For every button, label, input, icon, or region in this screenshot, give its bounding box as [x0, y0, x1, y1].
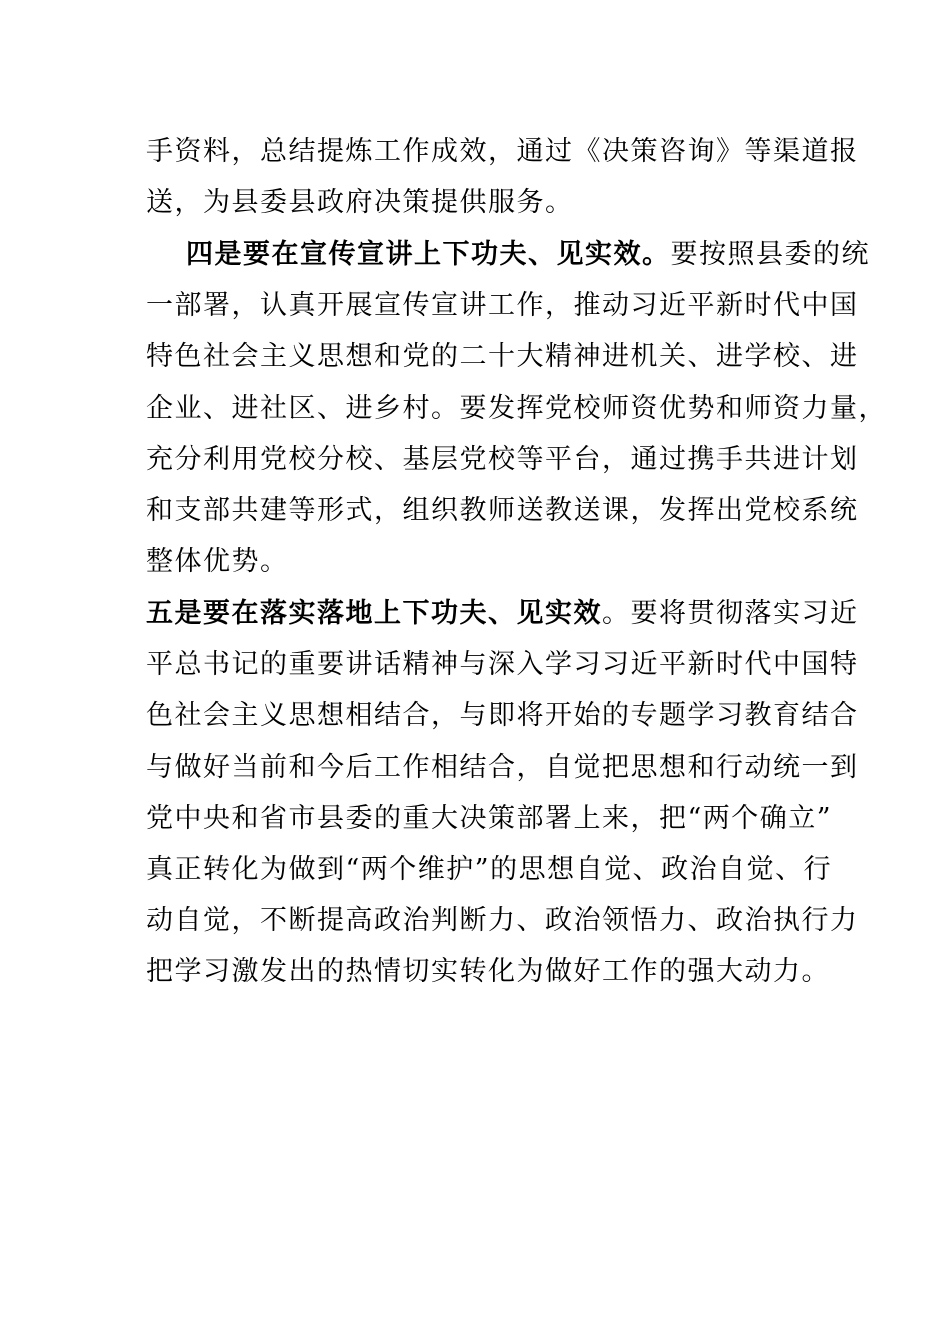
- text-line: 党中央和省市县委的重大决策部署上来，把“两个确立”: [146, 802, 833, 834]
- paragraph-first-line: [146, 588, 859, 639]
- text-line: 手资料，总结提炼工作成效，通过《决策咨询》等渠道报: [146, 136, 859, 167]
- text-line: 与做好当前和今后工作相结合，自觉把思想和行动统一到: [146, 751, 859, 783]
- text-line: 平总书记的重要讲话精神与深入学习习近平新时代中国特: [146, 649, 859, 681]
- text-line: 送，为县委县政府决策提供服务。: [146, 187, 574, 219]
- paragraph-implementation: [146, 588, 859, 998]
- text-line: 特色社会主义思想和党的二十大精神进机关、进学校、进: [146, 341, 859, 373]
- text-line: 动自觉，不断提高政治判断力、政治领悟力、政治执行力: [146, 905, 859, 937]
- text-line: 真正转化为做到“两个维护”的思想自觉、政治自觉、行: [146, 853, 833, 885]
- paragraph-first-line: [146, 229, 870, 280]
- paragraph-continuation: [146, 126, 859, 228]
- paragraph-heading: 四是要在宣传宣讲上下功夫、见实效。: [186, 239, 671, 270]
- text-line: 色社会主义思想相结合，与即将开始的专题学习教育结合: [146, 700, 859, 732]
- text-line: 企业、进社区、进乡村。要发挥党校师资优势和师资力量，: [146, 392, 887, 424]
- text-line: 和支部共建等形式，组织教师送教送课，发挥出党校系统: [146, 494, 859, 526]
- text-line: 一部署，认真开展宣传宣讲工作，推动习近平新时代中国: [146, 290, 859, 322]
- heading-line-rest: 。要将贯彻落实习近: [602, 598, 859, 629]
- text-line: 充分利用党校分校、基层党校等平台，通过携手共进计划: [146, 443, 859, 475]
- text-line: 整体优势。: [146, 546, 289, 578]
- paragraph-heading: 五是要在落实落地上下功夫、见实效: [146, 598, 602, 629]
- text-line: 把学习激发出的热情切实转化为做好工作的强大动力。: [146, 956, 830, 988]
- heading-line-rest: 要按照县委的统: [670, 239, 870, 270]
- paragraph-publicity: [146, 229, 887, 587]
